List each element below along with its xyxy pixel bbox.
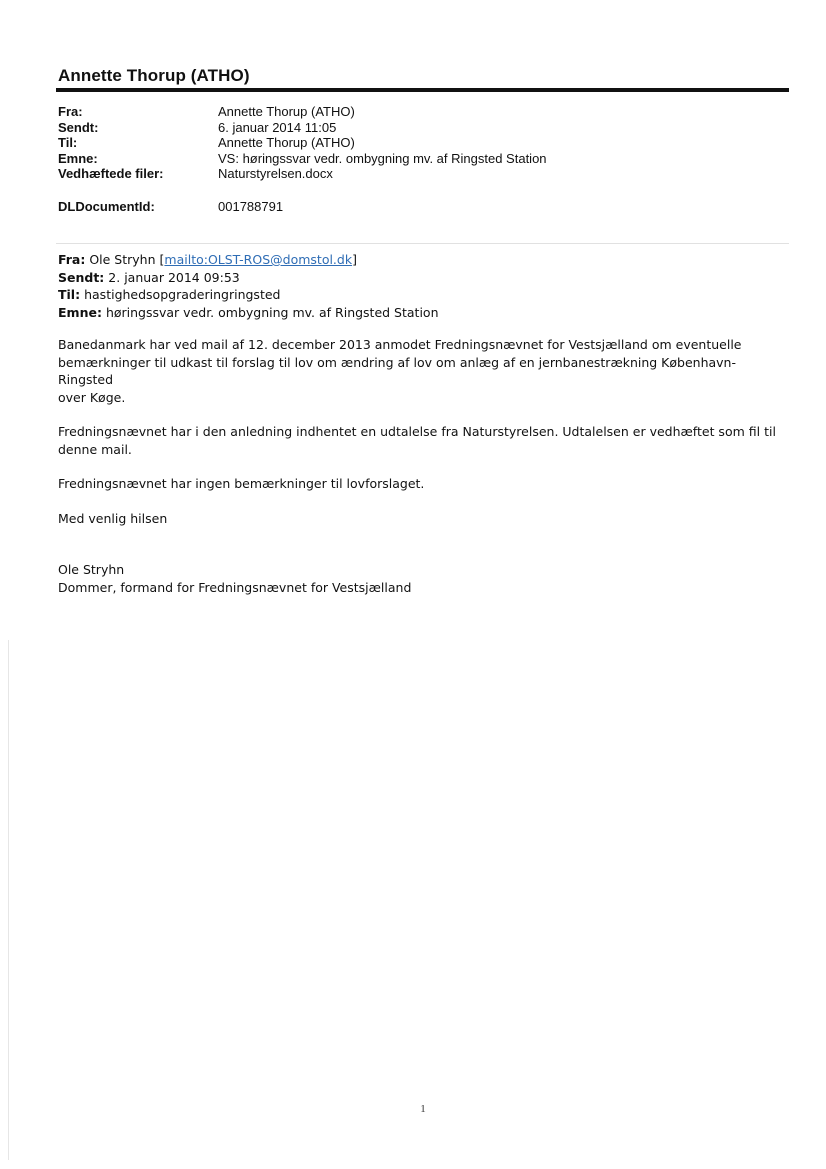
body-paragraph-2 <box>58 423 788 458</box>
meta-to-value: Annette Thorup (ATHO) <box>218 135 355 150</box>
meta-attachments-label: Vedhæftede filer: <box>58 166 164 181</box>
meta-attachments-row <box>58 166 547 182</box>
email-metadata <box>58 104 547 182</box>
meta-from-label: Fra: <box>58 104 83 119</box>
signature <box>58 561 788 596</box>
forwarded-from-row <box>58 251 439 269</box>
sender-email-link[interactable]: mailto:OLST-ROS@domstol.dk <box>164 252 353 267</box>
meta-subject-row <box>58 151 547 167</box>
signature-title: Dommer, formand for Fredningsnævnet for Vestsjælland <box>58 579 412 595</box>
forwarded-subject-label: Emne: <box>58 304 102 320</box>
meta-from-value: Annette Thorup (ATHO) <box>218 104 355 119</box>
forwarded-from-name: Ole Stryhn <box>89 252 156 267</box>
meta-attachments-value: Naturstyrelsen.docx <box>218 166 333 181</box>
meta-docid-label: DLDocumentId: <box>58 199 155 214</box>
meta-docid-row <box>58 199 283 214</box>
meta-sent-label: Sendt: <box>58 119 99 135</box>
forwarded-link-bracket-open: [ <box>159 252 165 267</box>
body-paragraph-2-line-2: denne mail. <box>58 441 132 457</box>
body-paragraph-1-line-3: over Køge. <box>58 389 126 405</box>
body-paragraph-1-line-2: bemærkninger til udkast til forslag til lov om ændring af lov om anlæg af en jernbanestrækning København-Ringsted <box>58 354 736 387</box>
page-number: 1 <box>420 1103 426 1115</box>
body-paragraph-1 <box>58 336 788 406</box>
forwarded-from-label: Fra: <box>58 252 86 267</box>
forwarded-sent-row <box>58 269 439 287</box>
signature-name: Ole Stryhn <box>58 562 125 577</box>
forwarded-header <box>58 251 439 321</box>
forwarded-to-value: hastighedsopgraderingringsted <box>84 287 281 302</box>
meta-docid-value: 001788791 <box>218 199 284 214</box>
document-title: Annette Thorup (ATHO) <box>58 66 250 85</box>
forwarded-subject-value: høringssvar vedr. ombygning mv. af Ringsted Station <box>105 304 439 320</box>
forwarded-to-label: Til: <box>58 287 81 302</box>
meta-from-row <box>58 104 547 120</box>
email-body <box>58 336 788 613</box>
forwarded-sent-label: Sendt: <box>58 269 105 285</box>
page-edge-shadow <box>8 640 9 1160</box>
forwarded-link-bracket-close: ] <box>352 252 357 267</box>
meta-to-label: Til: <box>58 135 78 150</box>
body-paragraph-1-line-1: Banedanmark har ved mail af 12. december 2013 anmodet Fredningsnævnet for Vestsjælland om eventuelle <box>58 337 742 352</box>
body-paragraph-3: Fredningsnævnet har ingen bemærkninger til lovforslaget. <box>58 476 425 491</box>
meta-to-row <box>58 135 547 151</box>
forwarded-subject-row <box>58 304 439 322</box>
meta-subject-label: Emne: <box>58 150 98 166</box>
title-divider <box>56 88 789 92</box>
forwarded-to-row <box>58 286 439 304</box>
meta-sent-row <box>58 120 547 136</box>
meta-sent-value: 6. januar 2014 11:05 <box>218 119 337 135</box>
forward-separator <box>56 243 789 244</box>
closing-line: Med venlig hilsen <box>58 510 168 526</box>
forwarded-sent-value: 2. januar 2014 09:53 <box>108 269 240 285</box>
body-paragraph-2-line-1: Fredningsnævnet har i den anledning indhentet en udtalelse fra Naturstyrelsen. Udtalelsen er vedhæftet som fil til <box>58 424 776 439</box>
meta-subject-value: VS: høringssvar vedr. ombygning mv. af Ringsted Station <box>218 150 547 166</box>
